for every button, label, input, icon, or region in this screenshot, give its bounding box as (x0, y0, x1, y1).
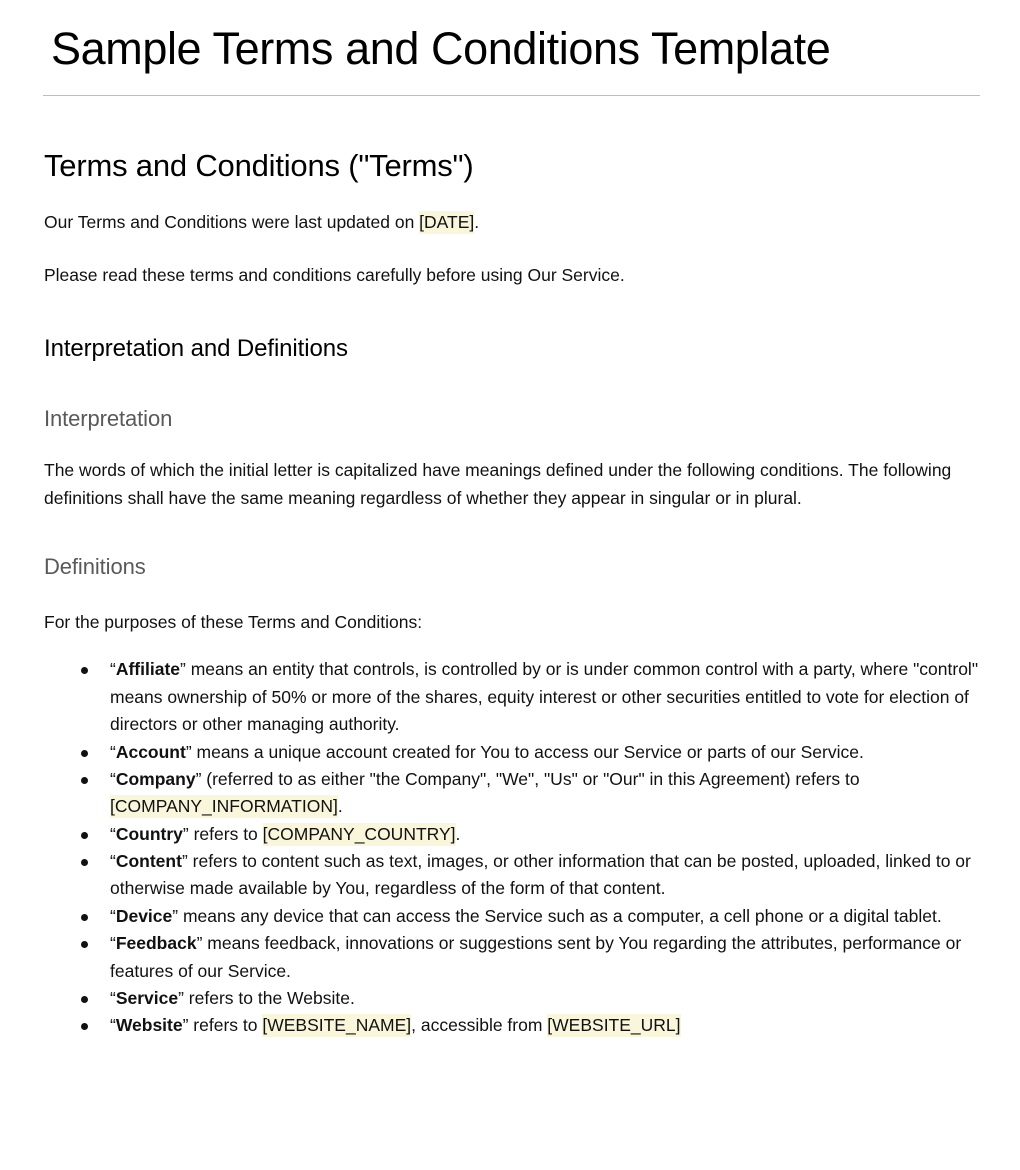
definition-placeholder-secondary: [WEBSITE_URL] (547, 1015, 681, 1036)
definition-open-quote: “ (110, 741, 116, 762)
definition-item (44, 985, 980, 1012)
definition-term: Device (115, 905, 173, 926)
definition-close-quote: ” (182, 1015, 189, 1036)
definition-text: means a unique account created for You to access our Service or parts of our Service. (191, 741, 864, 762)
date-placeholder: [DATE] (419, 212, 475, 233)
page-title: Sample Terms and Conditions Template (51, 23, 831, 74)
definition-term: Account (115, 741, 186, 762)
definition-open-quote: “ (110, 823, 116, 844)
definition-close-quote: ” (195, 768, 202, 789)
definition-text: refers to the Website. (183, 987, 355, 1008)
section-heading-interpretation-definitions: Interpretation and Definitions (44, 334, 348, 362)
definition-text-after: . (337, 796, 343, 817)
definition-term: Company (115, 768, 196, 789)
definition-open-quote: “ (110, 768, 116, 789)
definition-item (44, 1012, 980, 1039)
definition-text: refers to content such as text, images, or other information that can be posted, uploaded, linked to or otherwise made available by You, regardless of the form of that content. (110, 851, 971, 899)
definition-close-quote: ” (180, 659, 186, 680)
definition-item (44, 739, 980, 766)
definition-term: Service (115, 987, 179, 1008)
subsection-heading-definitions: Definitions (44, 554, 146, 580)
title-divider (43, 95, 980, 96)
definition-text: refers to (188, 823, 263, 844)
definition-open-quote: “ (110, 933, 116, 954)
definition-open-quote: “ (110, 1015, 116, 1036)
definition-open-quote: “ (110, 905, 116, 926)
definition-text-after: , accessible from (411, 1015, 548, 1036)
definition-close-quote: ” (182, 823, 189, 844)
definition-text: refers to (188, 1015, 263, 1036)
definition-item (44, 903, 980, 930)
definition-item (44, 930, 980, 985)
definition-text: means an entity that controls, is controlled by or is under common control with a party, where "control" means ownership of 50% or more of the shares, equity interest or other securities entitled to vote for election of directors or other managing authority. (110, 659, 979, 735)
definition-placeholder: [COMPANY_COUNTRY] (262, 823, 456, 844)
last-updated-prefix: Our Terms and Conditions were last updated on (44, 212, 420, 233)
definition-close-quote: ” (172, 905, 179, 926)
definition-open-quote: “ (110, 987, 116, 1008)
definition-item (44, 656, 980, 738)
definition-term: Feedback (115, 933, 197, 954)
definition-term: Website (115, 1015, 183, 1036)
definition-term: Content (115, 851, 182, 872)
definition-close-quote: ” (181, 851, 188, 872)
definition-close-quote: ” (196, 933, 203, 954)
definitions-list (44, 656, 980, 1039)
definition-open-quote: “ (110, 851, 116, 872)
definition-text: means any device that can access the Service such as a computer, a cell phone or a digital tablet. (178, 905, 942, 926)
definition-close-quote: ” (185, 741, 192, 762)
last-updated-suffix: . (474, 212, 480, 233)
subsection-heading-interpretation: Interpretation (44, 405, 173, 431)
definition-placeholder: [COMPANY_INFORMATION] (110, 796, 338, 817)
definition-item (44, 848, 980, 903)
definition-item (44, 766, 980, 821)
definition-item (44, 821, 980, 848)
definition-text: (referred to as either "the Company", "We", "Us" or "Our" in this Agreement) refers to (201, 768, 860, 789)
definition-open-quote: “ (110, 659, 116, 680)
last-updated-paragraph (44, 209, 980, 237)
definition-text-after: . (455, 823, 461, 844)
interpretation-body: The words of which the initial letter is capitalized have meanings defined under the following conditions. The following definitions shall have the same meaning regardless of whether they appear in singular or in plural. (44, 460, 952, 508)
document-content (43, 147, 980, 1040)
definition-close-quote: ” (178, 987, 184, 1008)
definition-term: Country (115, 823, 183, 844)
definition-text: means feedback, innovations or suggestions sent by You regarding the attributes, performance or features of our Service. (110, 933, 962, 981)
section-heading-terms: Terms and Conditions ("Terms") (44, 148, 474, 184)
definition-placeholder: [WEBSITE_NAME] (262, 1015, 412, 1036)
definition-term: Affiliate (115, 659, 181, 680)
read-carefully-paragraph: Please read these terms and conditions carefully before using Our Service. (44, 264, 625, 285)
definitions-lead: For the purposes of these Terms and Conditions: (44, 611, 423, 632)
